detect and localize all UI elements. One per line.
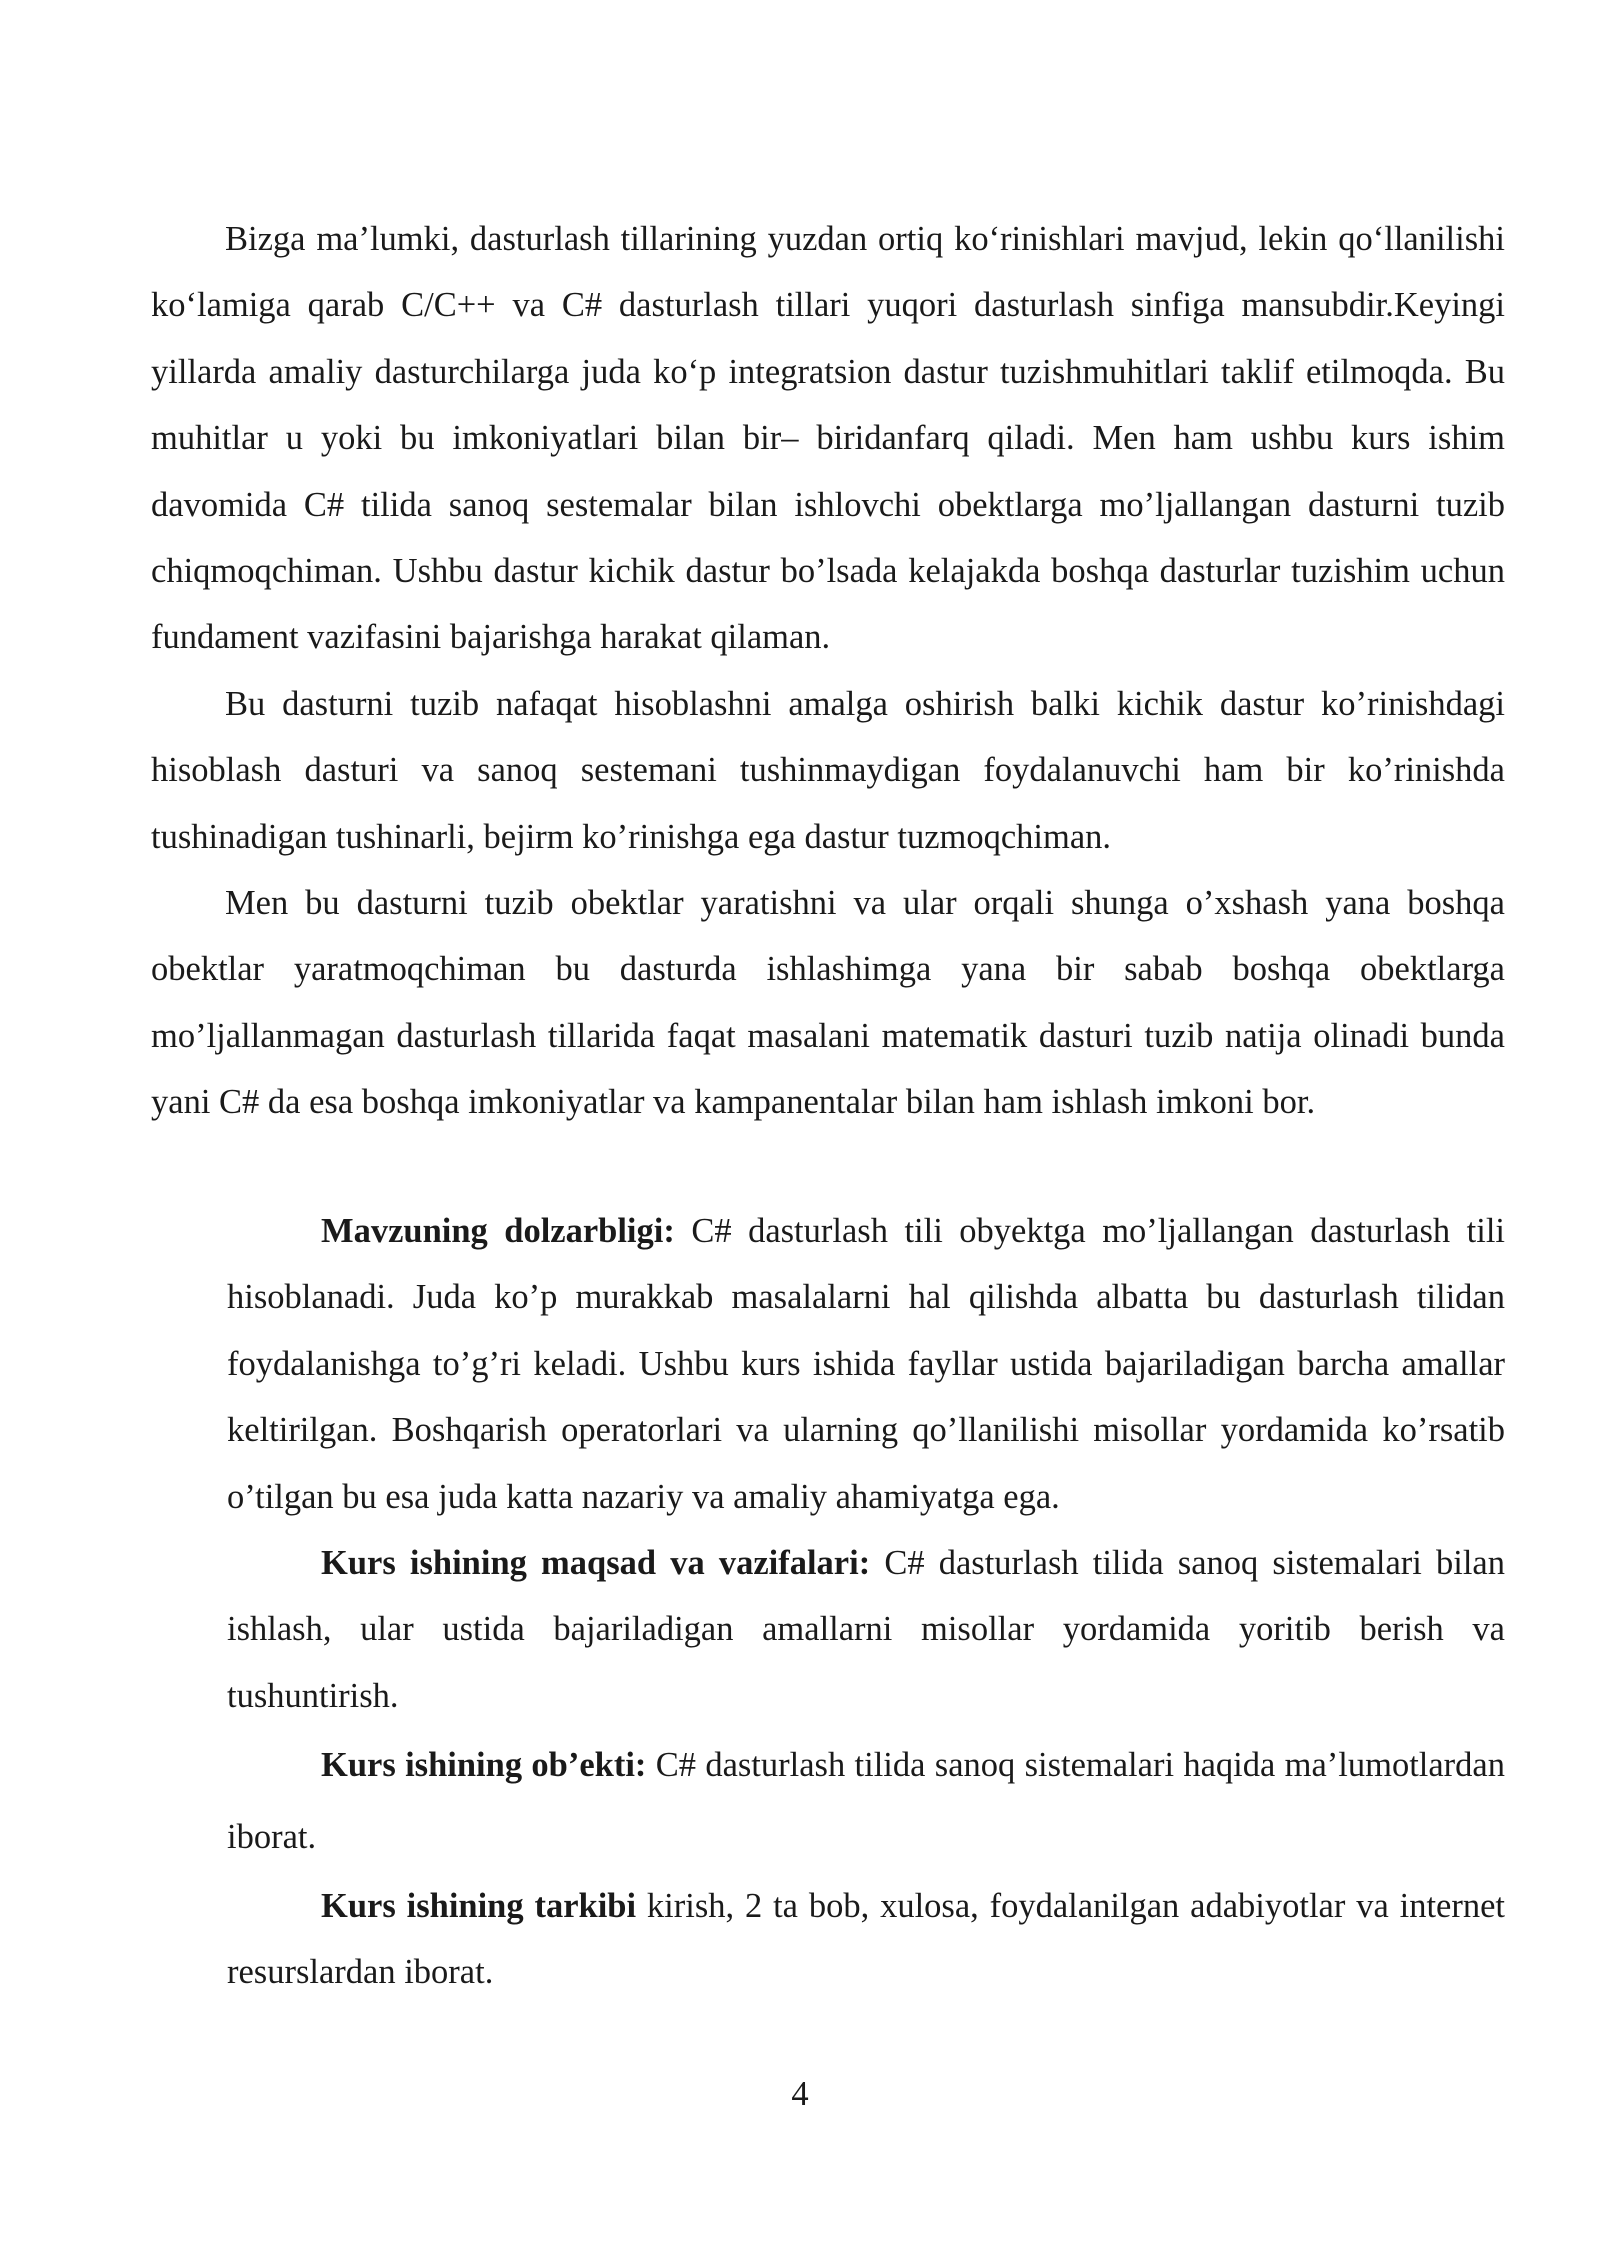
section-relevance-heading: Mavzuning dolzarbligi: [321, 1212, 675, 1250]
section-relevance [227, 1198, 1505, 1530]
section-structure-heading: Kurs ishining tarkibi [321, 1887, 637, 1925]
section-object [227, 1729, 1505, 1873]
section-object-paragraph [227, 1729, 1505, 1873]
section-goals [227, 1530, 1505, 1729]
section-relevance-text: C# dasturlash tili obyektga mo’ljallangan dasturlash tili hisoblanadi. Juda ko’p murakkab masalalarni hal qilishda albatta bu dasturlash tilidan foydalanishga to’g’ri keladi. Ushbu kurs ishida fayllar ustida bajariladigan barcha amallar keltirilgan. Boshqarish operatorlari va ularning qo’llanilishi misollar yordamida ko’rsatib o’tilgan bu esa juda katta nazariy va amaliy ahamiyatga ega. [227, 1212, 1506, 1516]
section-structure-paragraph [227, 1873, 1505, 2005]
section-object-text: C# dasturlash tilida sanoq sistemalari haqida ma’lumotlardan iborat. [227, 1746, 1505, 1856]
section-structure [227, 1873, 1505, 2005]
paragraph-intro: Bizga ma’lumki, dasturlash tillarining yuzdan ortiq ko‘rinishlari mavjud, lekin qo‘llanilishi ko‘lamiga qarab C/C++ va C# dasturlash tillari yuqori dasturlash sinfiga mansubdir.Keyingi yillarda amaliy dasturchilarga juda ko‘p integratsion dastur tuzishmuhitlari taklif etilmoqda. Bu muhitlar u yoki bu imkoniyatlari bilan bir– biridanfarq qiladi. Men ham ushbu kurs ishim davomida C# tilida sanoq sestemalar bilan ishlovchi obektlarga mo’ljallangan dasturni tuzib chiqmoqchiman. Ushbu dastur kichik dastur bo’lsada kelajakda boshqa dasturlar tuzishim uchun fundament vazifasini bajarishga harakat qilaman. [151, 220, 1505, 657]
section-goals-paragraph [227, 1530, 1505, 1729]
body-text [151, 206, 1505, 1136]
section-structure-text: kirish, 2 ta bob, xulosa, foydalanilgan adabiyotlar va internet resurslardan iborat. [227, 1887, 1505, 1991]
section-goals-heading: Kurs ishining maqsad va vazifalari: [321, 1544, 871, 1582]
paragraph-objects: Men bu dasturni tuzib obektlar yaratishni va ular orqali shunga o’xshash yana boshqa obektlar yaratmoqchiman bu dasturda ishlashimga yana bir sabab boshqa obektlarga mo’ljallanmagan dasturlash tillarida faqat masalani matematik dasturi tuzib natija olinadi bunda yani C# da esa boshqa imkoniyatlar va kampanentalar bilan ham ishlash imkoni bor. [151, 884, 1505, 1122]
paragraph-purpose: Bu dasturni tuzib nafaqat hisoblashni amalga oshirish balki kichik dastur ko’rinishdagi hisoblash dasturi va sanoq sestemani tushinmaydigan foydalanuvchi ham bir ko’rinishda tushinadigan tushinarli, bejirm ko’rinishga ega dastur tuzmoqchiman. [151, 684, 1505, 856]
section-relevance-paragraph [227, 1198, 1505, 1530]
section-goals-text: C# dasturlash tilida sanoq sistemalari bilan ishlash, ular ustida bajariladigan amallarni misollar yordamida yoritib berish va tushuntirish. [227, 1544, 1505, 1715]
page-number: 4 [791, 2075, 809, 2113]
section-object-heading: Kurs ishining ob’ekti: [321, 1746, 647, 1784]
